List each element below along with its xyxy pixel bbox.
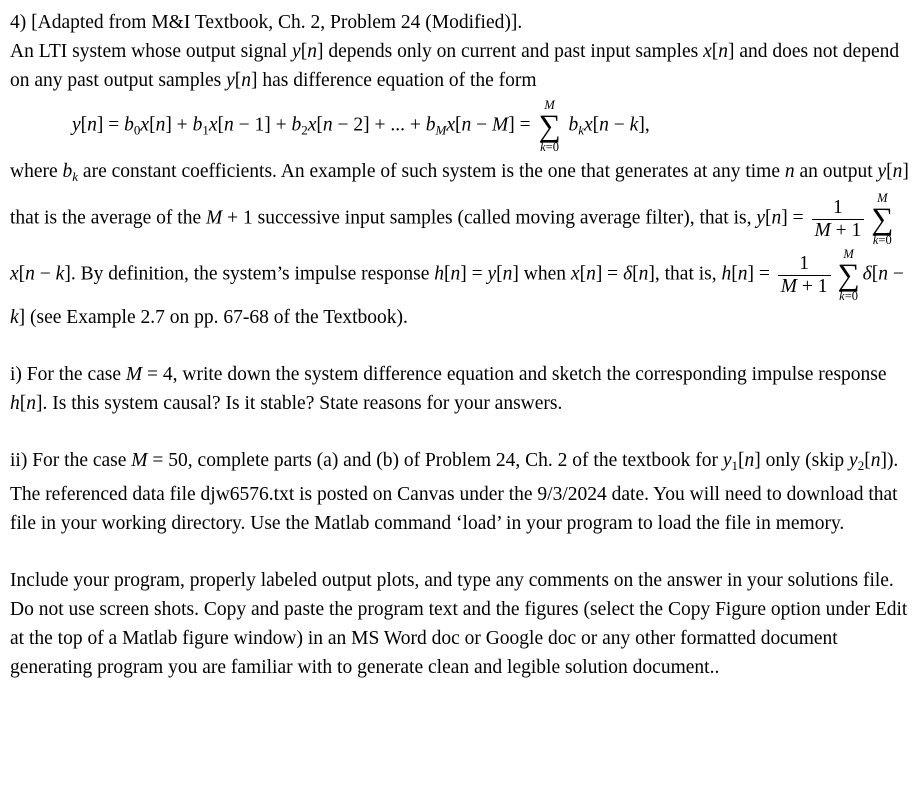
math-text: ] = [508, 114, 536, 136]
summation [838, 247, 860, 303]
math-text: − [471, 114, 492, 136]
math-text: ] [512, 263, 519, 285]
math-text: − 1] + [233, 114, 292, 136]
math-text: ] [36, 393, 43, 414]
math-text: n [461, 114, 472, 136]
math-text: x [208, 114, 218, 136]
math-text: [ [316, 114, 323, 136]
math-text: n [25, 263, 35, 285]
math-text: M [492, 114, 509, 136]
math-text: y [877, 161, 887, 182]
math-text: n [307, 41, 317, 62]
math-text: M [780, 275, 798, 297]
math-text: x [307, 114, 317, 136]
math-text: x [570, 263, 580, 285]
math-text: [ [871, 263, 879, 285]
math-text: n [878, 263, 888, 285]
math-text: k [629, 114, 639, 136]
math-text: M [843, 247, 854, 261]
math-text: y [487, 263, 497, 285]
math-text: b [291, 114, 302, 136]
math-text: ] [902, 161, 909, 182]
math-text: n [586, 263, 596, 285]
summation-lower-limit [871, 233, 893, 247]
math-text: [ [737, 450, 745, 471]
math-text: − 2] + ... + [332, 114, 426, 136]
math-text: [ [19, 393, 27, 414]
math-text: y [292, 41, 301, 62]
math-text: n [223, 114, 234, 136]
math-fraction [812, 197, 865, 242]
math-text: ] [880, 450, 887, 471]
math-text: n [502, 263, 513, 285]
fraction-numerator [778, 253, 831, 275]
math-fraction [778, 253, 831, 298]
part-i-paragraph: i) For the case M = 4, write down the system difference equation and sketch the corresponding impulse response h[n]. Is this system causal? Is it stable? State reasons for your answers. [10, 364, 887, 414]
math-text: + 1 [830, 219, 862, 241]
math-text: M [544, 98, 555, 112]
math-text: n [737, 263, 748, 285]
math-text: 1 [202, 122, 209, 138]
math-text: k [55, 263, 65, 285]
math-text: 1 [731, 458, 738, 473]
math-text: ] = [781, 207, 809, 229]
math-text: n [638, 263, 649, 285]
math-text: ] [648, 263, 655, 285]
math-text: =0 [844, 289, 858, 303]
math-text: =0 [545, 140, 559, 154]
math-text: ] = [747, 263, 775, 285]
math-text: [ [149, 114, 156, 136]
math-text: x [10, 263, 19, 285]
fraction-denominator [812, 219, 865, 242]
math-text: ], [638, 114, 650, 136]
math-text: k [839, 289, 845, 303]
fraction-denominator [778, 275, 831, 298]
math-text: [ [579, 263, 587, 285]
math-text: h [434, 263, 444, 285]
math-text: [ [18, 263, 26, 285]
math-text: 1 [799, 252, 810, 274]
math-text: =0 [878, 233, 892, 247]
math-text: h [10, 393, 20, 414]
summation-lower-limit [539, 140, 561, 154]
math-text: M [877, 191, 888, 205]
submission-instructions-paragraph: Include your program, properly labeled output plots, and type any comments on the answer in your solutions file. Do not use screen shots. Copy and paste the program text and the figures (select the Copy Figure option under Edit at the top of a Matlab figure window) in an MS Word doc or Google doc or any other formatted document generating program you are familiar with to generate clean and legible solution document.. [10, 570, 908, 678]
math-text: − [887, 263, 904, 285]
math-text: [ [217, 114, 224, 136]
math-text: − [608, 114, 630, 136]
math-text: x [140, 114, 150, 136]
summation-lower-limit [838, 289, 860, 303]
math-text: y [226, 70, 235, 91]
math-text: k [872, 233, 879, 247]
math-text: x [703, 41, 712, 62]
math-text: n [892, 161, 903, 182]
math-text: [ [455, 114, 462, 136]
intro-paragraph: An LTI system whose output signal y[n] depends only on current and past input samples x[n] and does not depend on any past output samples y[n] has difference equation of the form [10, 41, 900, 91]
math-text: n [870, 450, 881, 471]
sigma-symbol: ∑ [538, 108, 561, 143]
summation [539, 98, 561, 154]
math-text: ] = [460, 263, 488, 285]
math-text: [ [632, 263, 639, 285]
math-text: 1 [833, 196, 843, 218]
math-text: ] = [96, 114, 125, 136]
moving-average-paragraph: where $b_k$ are constant coefficients. An example of such system is the one that generates at any time n an output y[n] that is the average of the M + 1 successive input samples (called moving average filter), that is, y[n] = $\frac{1}{M + 1}$ M ∑ k=0 x[n − k]. By definition, the system’s impulse response h[n] = y[n] when x[n] = δ[n], that is, h[n] = $\frac{1}{M + 1}$ M ∑ k=0 δ[n − k] (see Example 2.7 on pp. 67-68 of the Textbook). [10, 161, 909, 328]
math-text: n [241, 70, 252, 91]
math-text: + 1 [797, 275, 828, 297]
math-text: n [771, 207, 782, 229]
math-text: n [322, 114, 333, 136]
math-text: n [784, 161, 795, 182]
math-text: ] [18, 307, 26, 328]
math-text: b [124, 114, 134, 136]
math-text: n [744, 450, 755, 471]
math-text: 2 [857, 458, 865, 473]
math-text: n [450, 263, 461, 285]
math-text: [ [711, 41, 719, 62]
math-text: [ [592, 114, 600, 136]
math-text: ] [251, 70, 258, 91]
math-text: x [446, 114, 455, 136]
math-text: [ [80, 114, 88, 136]
math-text: k [10, 307, 19, 328]
sigma-symbol: ∑ [871, 201, 894, 236]
math-text: + 1 [222, 207, 253, 229]
math-text: ] [64, 263, 71, 285]
math-text: y [72, 114, 81, 136]
math-text: n [599, 114, 609, 136]
math-text: h [721, 263, 732, 285]
math-text: M [125, 364, 143, 385]
math-text: x [584, 114, 593, 136]
math-text: 2 [301, 122, 308, 138]
math-text: y [756, 207, 765, 229]
math-text: [ [496, 263, 503, 285]
fraction-numerator [812, 197, 865, 219]
sigma-symbol: ∑ [837, 257, 860, 292]
math-text: ] + [165, 114, 193, 136]
math-text: 0 [133, 122, 141, 138]
difference-equation [72, 98, 911, 154]
math-text: b [192, 114, 203, 136]
math-text: [ [234, 70, 242, 91]
math-text: n [718, 41, 728, 62]
math-text: − [34, 263, 56, 285]
math-text: [ [444, 263, 451, 285]
math-text: M [206, 207, 223, 229]
math-text: k [540, 140, 546, 154]
math-text: M [131, 450, 148, 471]
math-text: n [87, 114, 97, 136]
math-text: ] [727, 41, 735, 62]
math-text: n [155, 114, 166, 136]
math-text: ] [754, 450, 761, 471]
math-text: y [722, 450, 732, 471]
part-ii-paragraph: ii) For the case M = 50, complete parts (a) and (b) of Problem 24, Ch. 2 of the textbook for $y_1[n]$ only (skip $y_2[n]$). The referenced data file djw6576.txt is posted on Canvas under the 9/3/2024 date. You will need to download that file in your working directory. Use the Matlab command ‘load’ in your program to load the file in memory. [10, 450, 899, 534]
subscript [72, 169, 78, 184]
problem-heading: 4) [Adapted from M&I Textbook, Ch. 2, Problem 24 (Modified)]. [10, 12, 523, 33]
math-text: k [578, 122, 585, 138]
subscript [436, 122, 447, 137]
math-text: ] = [595, 263, 624, 285]
math-text: ] [316, 41, 324, 62]
math-text: y [849, 450, 858, 471]
math-text: [ [731, 263, 738, 285]
math-text: b [568, 114, 579, 136]
math-text: M [435, 122, 447, 138]
summation [871, 191, 893, 247]
math-text: δ [862, 263, 872, 285]
math-text: n [26, 393, 36, 414]
math-text: δ [623, 263, 633, 285]
math-text: [ [886, 161, 893, 182]
math-text: M [814, 219, 831, 241]
math-text: [ [765, 207, 772, 229]
math-text: b [425, 114, 436, 136]
math-text: [ [300, 41, 308, 62]
math-text: [ [864, 450, 871, 471]
math-text: b [62, 161, 73, 182]
math-text: k [72, 169, 79, 184]
